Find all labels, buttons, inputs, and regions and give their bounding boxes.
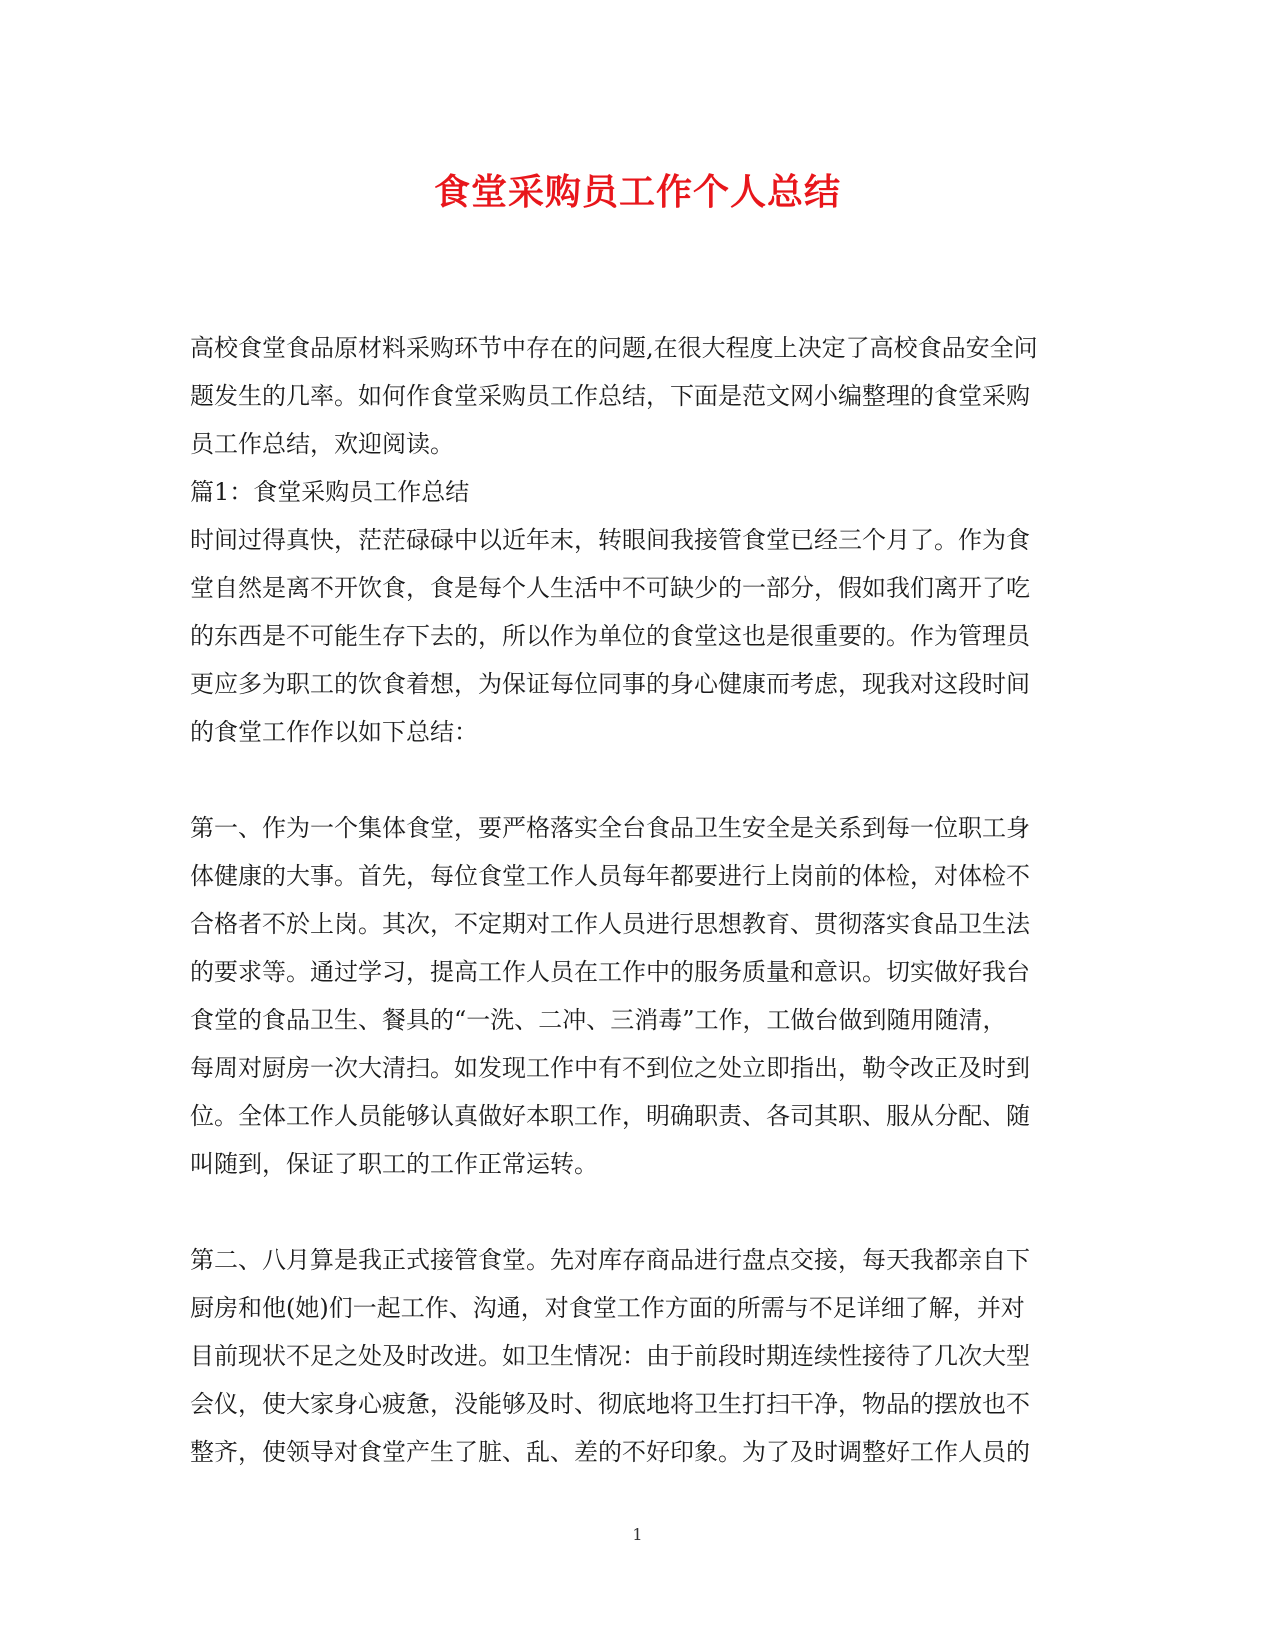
text-line: 会仪，使大家身心疲惫，没能够及时、彻底地将卫生打扫干净，物品的摆放也不	[190, 1390, 1030, 1418]
text-line: 位。全体工作人员能够认真做好本职工作，明确职责、各司其职、服从分配、随	[190, 1102, 1030, 1130]
text-line: 第一、作为一个集体食堂，要严格落实全台食品卫生安全是关系到每一位职工身	[190, 814, 1030, 842]
text-line: 每周对厨房一次大清扫。如发现工作中有不到位之处立即指出，勒令改正及时到	[190, 1054, 1030, 1082]
text-line: 的要求等。通过学习，提高工作人员在工作中的服务质量和意识。切实做好我台	[190, 958, 1030, 986]
section-heading: 篇1：食堂采购员工作总结	[190, 478, 470, 506]
document-title: 食堂采购员工作个人总结	[433, 171, 841, 213]
text-line: 目前现状不足之处及时改进。如卫生情况：由于前段时期连续性接待了几次大型	[190, 1342, 1030, 1370]
text-line: 更应多为职工的饮食着想，为保证每位同事的身心健康而考虑，现我对这段时间	[190, 670, 1030, 698]
text-line: 堂自然是离不开饮食，食是每个人生活中不可缺少的一部分，假如我们离开了吃	[190, 574, 1030, 602]
text-line: 叫随到，保证了职工的工作正常运转。	[190, 1150, 598, 1178]
text-line: 时间过得真快，茫茫碌碌中以近年末，转眼间我接管食堂已经三个月了。作为食	[190, 526, 1030, 554]
text-line: 食堂的食品卫生、餐具的“一洗、二冲、三消毒”工作，工做台做到随用随清，	[190, 1006, 1007, 1034]
text-line: 题发生的几率。如何作食堂采购员工作总结，下面是范文网小编整理的食堂采购	[190, 382, 1030, 410]
text-line: 的东西是不可能生存下去的，所以作为单位的食堂这也是很重要的。作为管理员	[190, 622, 1030, 650]
text-line: 整齐，使领导对食堂产生了脏、乱、差的不好印象。为了及时调整好工作人员的	[190, 1438, 1030, 1466]
text-line: 员工作总结，欢迎阅读。	[190, 430, 454, 458]
text-line: 合格者不於上岗。其次，不定期对工作人员进行思想教育、贯彻落实食品卫生法	[190, 910, 1030, 938]
text-line: 厨房和他(她)们一起工作、沟通，对食堂工作方面的所需与不足详细了解，并对	[190, 1294, 1025, 1322]
text-line: 的食堂工作作以如下总结：	[190, 718, 478, 746]
document-body	[190, 324, 1070, 1476]
paragraph-gap	[190, 756, 1070, 804]
page-number: 1	[632, 1525, 643, 1544]
text-line: 体健康的大事。首先，每位食堂工作人员每年都要进行上岗前的体检，对体检不	[190, 862, 1030, 890]
paragraph-gap	[190, 1188, 1070, 1236]
text-line: 第二、八月算是我正式接管食堂。先对库存商品进行盘点交接，每天我都亲自下	[190, 1246, 1030, 1274]
text-line: 高校食堂食品原材料采购环节中存在的问题,在很大程度上决定了高校食品安全问	[190, 334, 1038, 362]
